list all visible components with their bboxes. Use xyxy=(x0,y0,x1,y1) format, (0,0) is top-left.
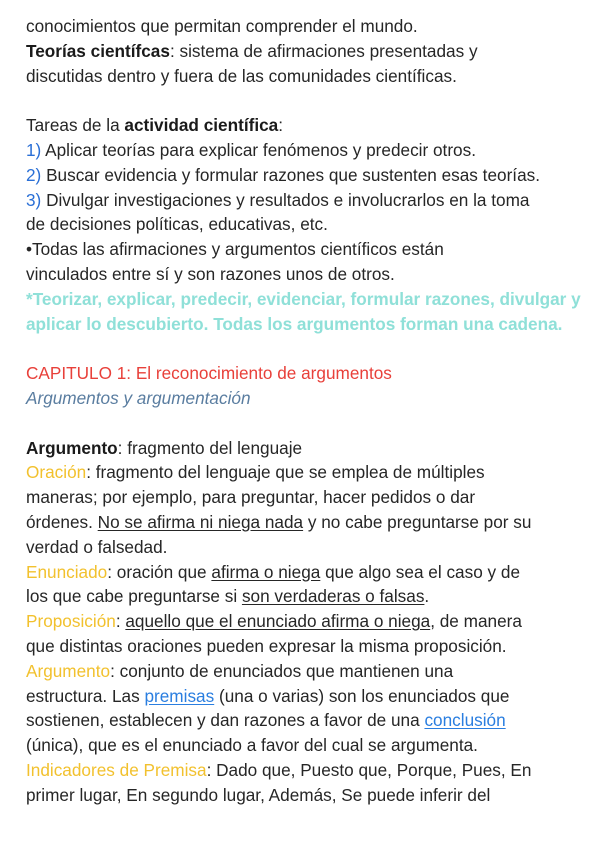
proposicion-definition-b: , de manera xyxy=(430,611,522,632)
proposicion-definition-a: : xyxy=(115,611,126,632)
argumento2-definition-2a: estructura. Las xyxy=(26,685,145,706)
oracion-definition-2: maneras; por ejemplo, para preguntar, hacer pedidos o dar xyxy=(26,487,476,508)
enunciado-line xyxy=(26,560,580,585)
oracion-line xyxy=(26,460,580,485)
proposicion-term: Proposición xyxy=(26,611,116,632)
bullet-text: •Todas las afirmaciones y argumentos científicos están xyxy=(26,239,444,260)
tarea-item-3-cont xyxy=(26,212,580,237)
argumento2-line-3 xyxy=(26,708,580,733)
oracion-line-4 xyxy=(26,535,580,560)
indicadores-line xyxy=(26,758,580,783)
oracion-line-3 xyxy=(26,510,580,535)
teorias-definition: : sistema de afirmaciones presentadas y xyxy=(169,40,478,61)
tarea-item-2 xyxy=(26,163,580,188)
tarea-number: 2) xyxy=(26,164,42,185)
intro-line xyxy=(26,14,580,39)
enunciado-definition-c: los que cabe preguntarse si xyxy=(26,586,242,607)
summary-note-text: *Teorizar, explicar, predecir, evidenciar, formular razones, divulgar y xyxy=(26,288,581,309)
tareas-heading-text: Tareas de la xyxy=(26,115,125,136)
enunciado-line-2 xyxy=(26,584,580,609)
tarea-text-cont: de decisiones políticas, educativas, etc. xyxy=(26,214,328,235)
chapter-subtitle-text: Argumentos y argumentación xyxy=(26,387,251,408)
enunciado-definition-a: : oración que xyxy=(107,561,212,582)
oracion-definition: : fragmento del lenguaje que se emplea de múltiples xyxy=(86,462,485,483)
proposicion-definition-c: que distintas oraciones pueden expresar la misma proposición. xyxy=(26,635,507,656)
conclusion-link[interactable]: conclusión xyxy=(424,710,506,731)
chapter-title-text: CAPITULO 1: El reconocimiento de argumentos xyxy=(26,363,392,384)
oracion-definition-4: verdad o falsedad. xyxy=(26,536,168,557)
summary-note xyxy=(26,287,580,312)
argumento2-definition-3: sostienen, establecen y dan razones a favor de una xyxy=(26,710,425,731)
spacer xyxy=(26,88,580,113)
tarea-text: Buscar evidencia y formular razones que sustenten esas teorías. xyxy=(41,164,540,185)
spacer xyxy=(26,336,580,361)
tareas-heading xyxy=(26,113,580,138)
oracion-underlined: No se afirma ni niega nada xyxy=(97,511,304,532)
tarea-item-3 xyxy=(26,188,580,213)
summary-note-text-cont: aplicar lo descubierto. Todas los argumentos forman una cadena. xyxy=(26,313,563,334)
argumento-definition: : fragmento del lenguaje xyxy=(117,437,303,458)
enunciado-underlined: afirma o niega xyxy=(211,561,321,582)
proposicion-underlined: aquello que el enunciado afirma o niega xyxy=(125,611,431,632)
enunciado-definition-d: . xyxy=(424,586,430,607)
indicadores-term: Indicadores de Premisa xyxy=(26,759,207,780)
oracion-definition-3b: y no cabe preguntarse por su xyxy=(303,511,532,532)
indicadores-definition: : Dado que, Puesto que, Porque, Pues, En xyxy=(206,759,532,780)
argumento-line xyxy=(26,436,580,461)
bullet-line xyxy=(26,237,580,262)
proposicion-line xyxy=(26,609,580,634)
chapter-subtitle xyxy=(26,386,580,411)
tarea-number: 3) xyxy=(26,189,42,210)
argumento-term: Argumento xyxy=(26,437,118,458)
tarea-text: Aplicar teorías para explicar fenómenos y predecir otros. xyxy=(41,139,476,160)
bullet-text-cont: vinculados entre sí y son razones unos de otros. xyxy=(26,263,395,284)
tarea-number: 1) xyxy=(26,139,42,160)
enunciado-definition-b: que algo sea el caso y de xyxy=(320,561,521,582)
premisas-link[interactable]: premisas xyxy=(144,685,215,706)
teorias-definition-cont: discutidas dentro y fuera de las comunidades científicas. xyxy=(26,65,457,86)
teorias-line xyxy=(26,39,580,64)
argumento2-definition: : conjunto de enunciados que mantienen una xyxy=(110,660,454,681)
tarea-item-1 xyxy=(26,138,580,163)
tarea-text: Divulgar investigaciones y resultados e involucrarlos en la toma xyxy=(41,189,530,210)
indicadores-line-2 xyxy=(26,783,580,808)
bullet-line-cont xyxy=(26,262,580,287)
oracion-definition-3a: órdenes. xyxy=(26,511,98,532)
teorias-line-cont xyxy=(26,64,580,89)
intro-text: conocimientos que permitan comprender el mundo. xyxy=(26,16,418,36)
oracion-line-2 xyxy=(26,485,580,510)
spacer xyxy=(26,411,580,436)
summary-note-cont xyxy=(26,312,580,337)
argumento2-definition-2b: (una o varias) son los enunciados que xyxy=(214,685,510,706)
oracion-term: Oración xyxy=(26,462,87,483)
argumento2-line-4 xyxy=(26,733,580,758)
argumento2-definition-4: (única), que es el enunciado a favor del cual se argumenta. xyxy=(26,735,478,756)
chapter-title xyxy=(26,361,580,386)
argumento2-line xyxy=(26,659,580,684)
argumento2-line-2 xyxy=(26,684,580,709)
indicadores-definition-2: primer lugar, En segundo lugar, Además, Se puede inferir del xyxy=(26,784,491,805)
tareas-heading-colon: : xyxy=(278,115,283,136)
enunciado-underlined-2: son verdaderas o falsas xyxy=(241,586,425,607)
teorias-term: Teorías científcas xyxy=(26,40,170,61)
actividad-term: actividad científica xyxy=(124,115,279,136)
proposicion-line-2 xyxy=(26,634,580,659)
enunciado-term: Enunciado xyxy=(26,561,108,582)
argumento2-term: Argumento xyxy=(26,660,111,681)
